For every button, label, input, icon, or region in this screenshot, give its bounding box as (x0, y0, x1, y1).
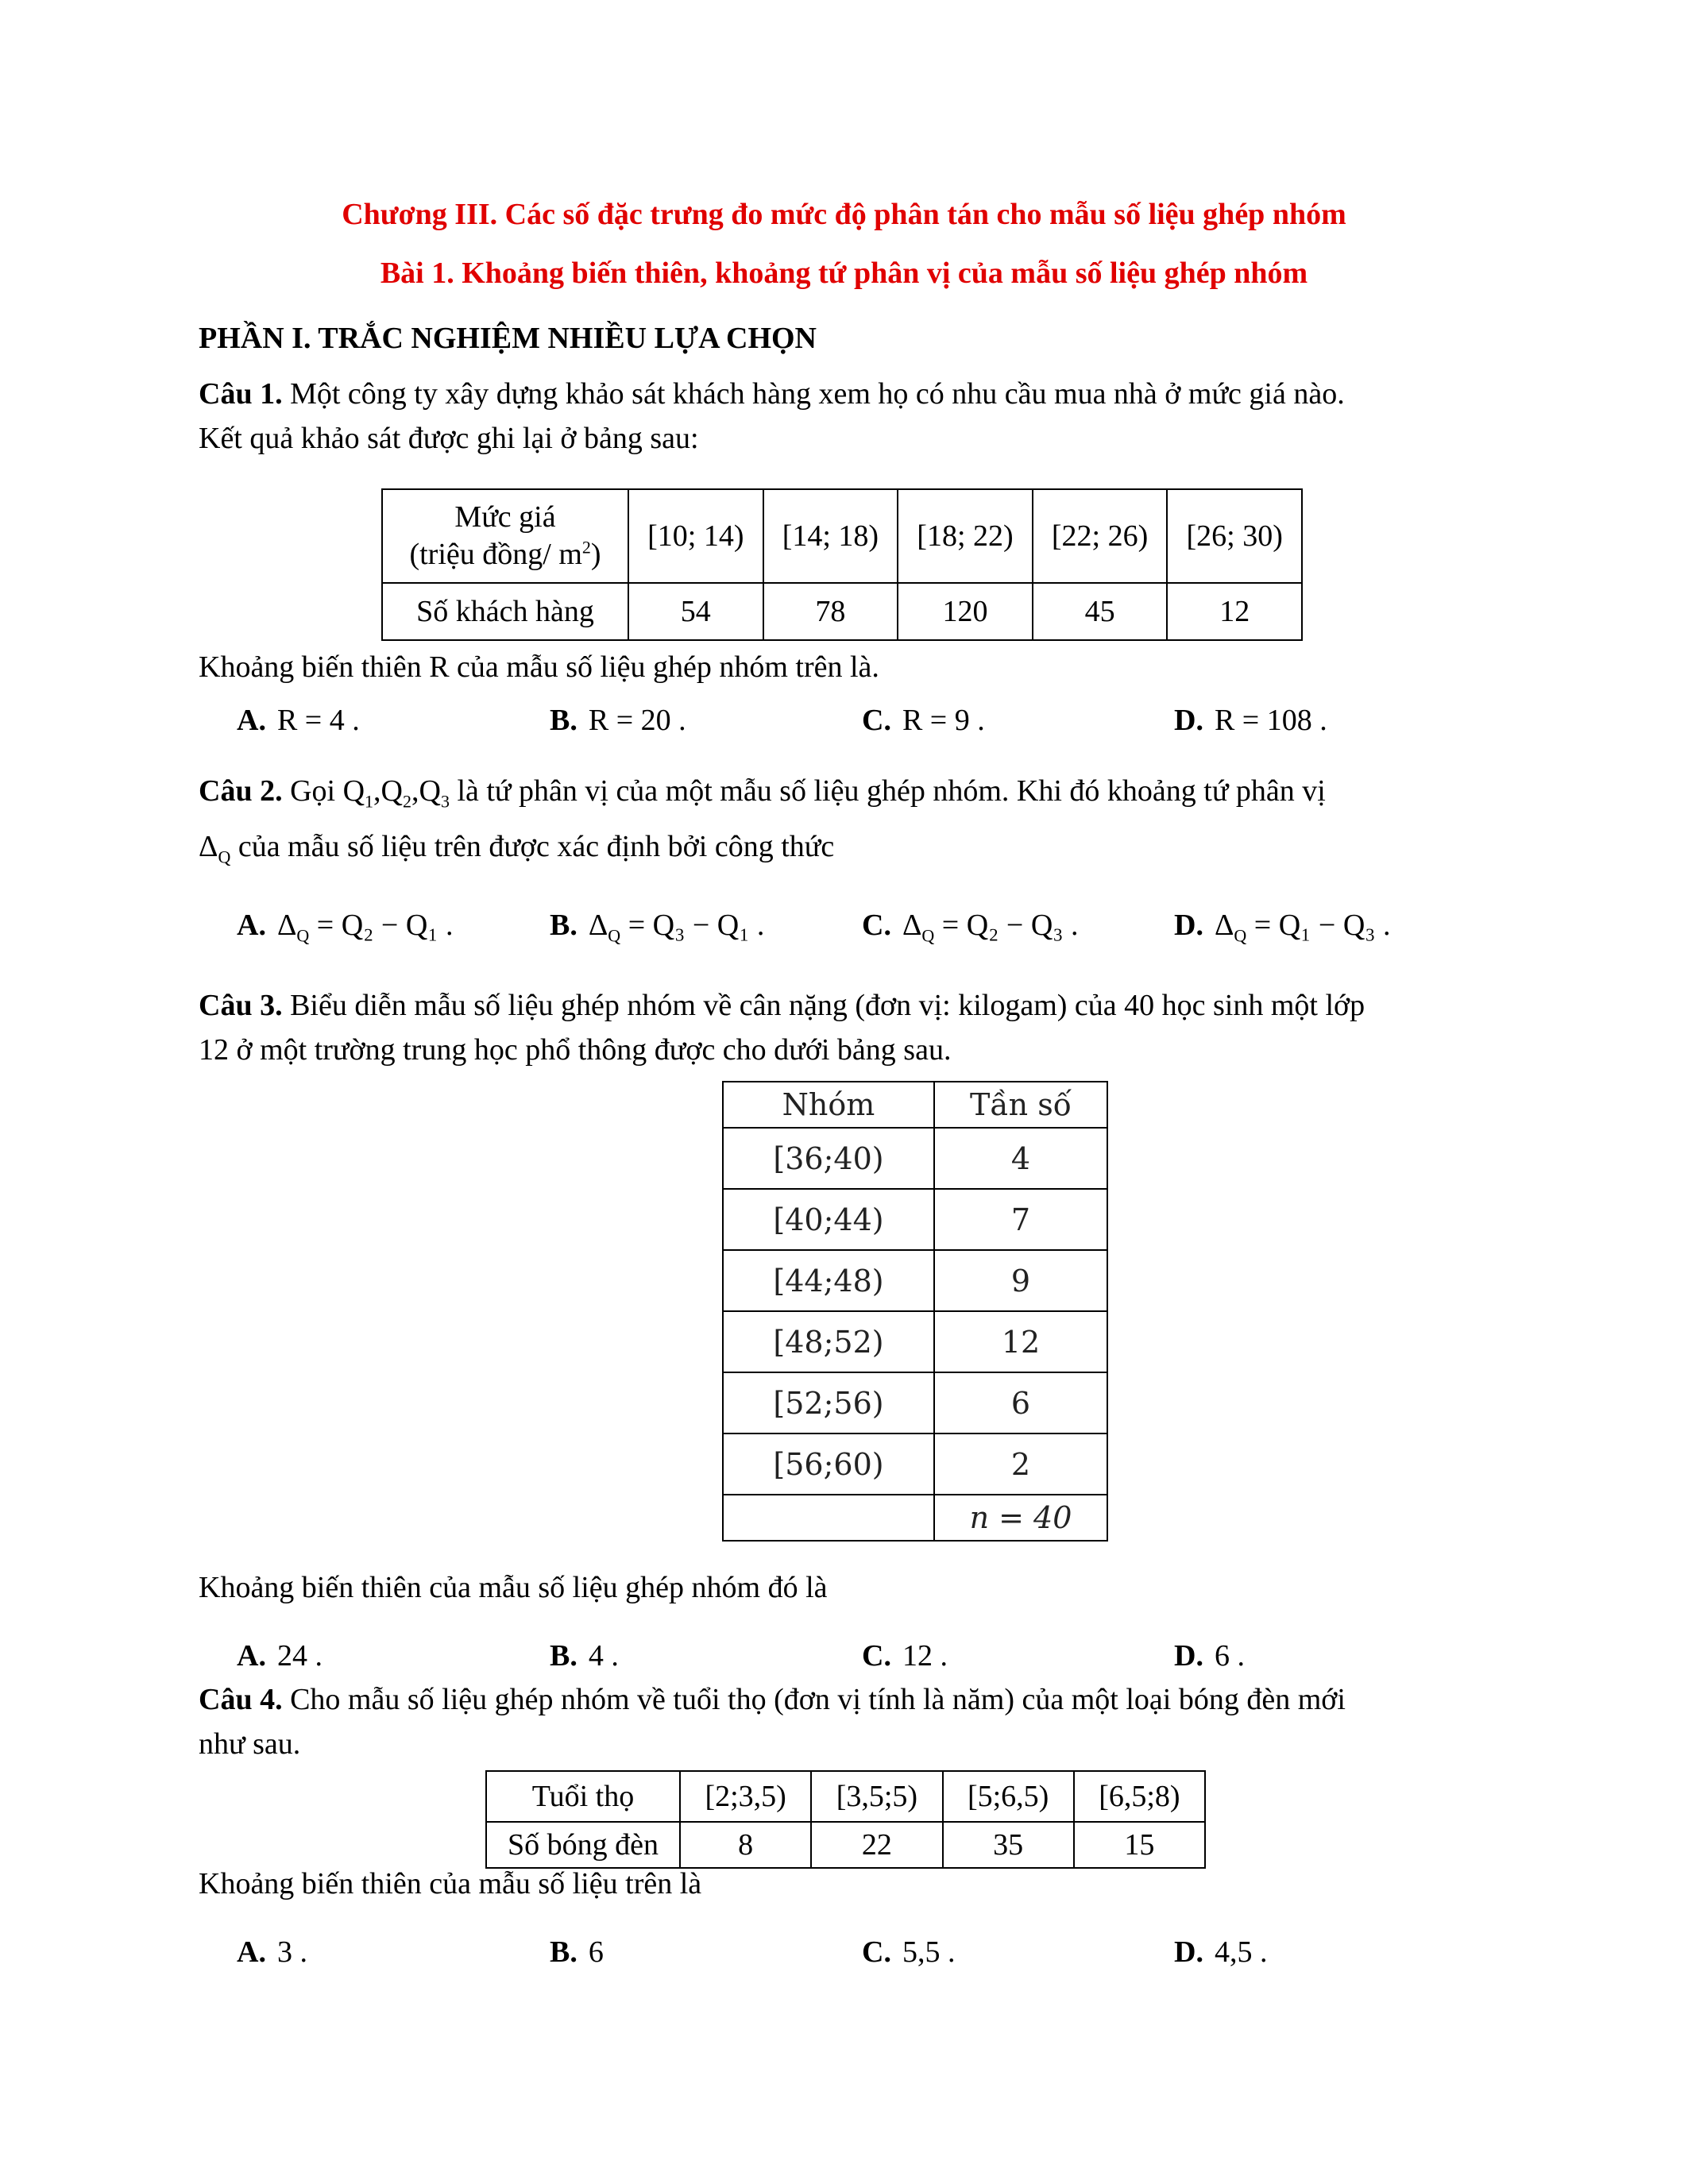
q3-question: Khoảng biến thiên của mẫu số liệu ghép nhóm đó là (199, 1571, 828, 1604)
q4-label: Câu 4. (199, 1683, 283, 1716)
q1-option-a[interactable] (237, 703, 360, 738)
q2-option-c[interactable] (862, 908, 1079, 947)
option-text: 6 (588, 1935, 604, 1969)
q1-line2: Kết quả khảo sát được ghi lại ở bảng sau: (199, 422, 699, 455)
q4-row-label: Tuổi thọ (486, 1771, 680, 1822)
q3-group: [52;56) (723, 1372, 934, 1433)
option-text: 3 . (276, 1935, 307, 1969)
q4-line1 (199, 1682, 1346, 1719)
q4-interval: [2;3,5) (680, 1771, 811, 1822)
q3-option-d[interactable] (1174, 1638, 1245, 1673)
q1-option-d[interactable] (1174, 703, 1327, 738)
q1-head-close: ) (590, 538, 601, 571)
option-text: 5,5 . (902, 1935, 956, 1969)
option-text: 4,5 . (1214, 1935, 1268, 1969)
q1-label: Câu 1. (199, 377, 283, 411)
delta-q: $\Delta_Q$ = (902, 909, 967, 946)
q1-head-sup: 2 (581, 537, 591, 558)
chapter-title: Chương III. Các số đặc trưng đo mức độ phân tán cho mẫu số liệu ghép nhóm (342, 198, 1346, 231)
q1-head-line1: Mức giá (454, 500, 556, 534)
q2-text2: của mẫu số liệu trên được xác định bởi công thức (230, 830, 835, 863)
q4-option-c[interactable] (862, 1935, 955, 1970)
q3-group: [36;40) (723, 1128, 934, 1189)
q4-line2: như sau. (199, 1727, 301, 1761)
q1-count: 78 (763, 583, 898, 640)
q1-row-label: Số khách hàng (382, 583, 628, 640)
option-text: Q₁ − Q₃ . (1278, 909, 1391, 942)
q3-freq: 9 (934, 1250, 1107, 1311)
q1-count: 45 (1033, 583, 1168, 640)
q4-interval: [6,5;8) (1074, 1771, 1205, 1822)
delta-q: $\Delta_Q$ = (1214, 909, 1279, 946)
q4-row-label: Số bóng đèn (486, 1822, 680, 1868)
option-text: 12 . (902, 1639, 948, 1673)
option-label: A. (237, 909, 266, 942)
section-title: PHẦN I. TRẮC NGHIỆM NHIỀU LỰA CHỌN (199, 322, 817, 355)
option-text: R = 108 . (1214, 704, 1327, 737)
q1-count: 54 (628, 583, 763, 640)
option-label: C. (862, 1639, 891, 1673)
q4-count: 15 (1074, 1822, 1205, 1868)
option-text: R = 4 . (276, 704, 360, 737)
option-label: C. (862, 909, 891, 942)
q4-option-d[interactable] (1174, 1935, 1267, 1970)
q1-interval: [18; 22) (898, 489, 1033, 583)
q2-line2 (199, 829, 834, 868)
q4-interval: [5;6,5) (943, 1771, 1074, 1822)
q4-count: 8 (680, 1822, 811, 1868)
q3-freq: 2 (934, 1433, 1107, 1495)
delta-q: $\Delta_Q$ = (588, 909, 653, 946)
q2-option-a[interactable] (237, 908, 454, 947)
q1-head-cell (382, 489, 628, 583)
option-text: 24 . (276, 1639, 323, 1673)
q2-label: Câu 2. (199, 774, 283, 808)
q3-group: [40;44) (723, 1189, 934, 1250)
option-label: B. (550, 1935, 577, 1969)
option-label: B. (550, 704, 577, 737)
q3-freq: 6 (934, 1372, 1107, 1433)
option-label: B. (550, 909, 577, 942)
q1-line1 (199, 376, 1345, 413)
q3-text1: Biểu diễn mẫu số liệu ghép nhóm về cân nặng (đơn vị: kilogam) của 40 học sinh một lớp (282, 989, 1365, 1022)
q4-text1: Cho mẫu số liệu ghép nhóm về tuổi thọ (đơn vị tính là năm) của một loại bóng đèn mới (282, 1683, 1346, 1716)
q1-option-c[interactable] (862, 703, 985, 738)
q2-option-b[interactable] (550, 908, 764, 947)
option-text: 6 . (1214, 1639, 1245, 1673)
q4-table (485, 1770, 1206, 1869)
q1-interval: [14; 18) (763, 489, 898, 583)
q3-option-a[interactable] (237, 1638, 323, 1673)
q3-group: [48;52) (723, 1311, 934, 1372)
q3-total: n = 40 (934, 1495, 1107, 1541)
q3-col-header: Nhóm (723, 1082, 934, 1128)
q3-freq: 4 (934, 1128, 1107, 1189)
q1-count: 12 (1167, 583, 1302, 640)
option-text: Q₃ − Q₁ . (652, 909, 765, 942)
q4-interval: [3,5;5) (811, 1771, 942, 1822)
q4-question: Khoảng biến thiên của mẫu số liệu trên là (199, 1867, 702, 1900)
option-text: R = 20 . (588, 704, 686, 737)
q3-empty-cell (723, 1495, 934, 1541)
q4-count: 35 (943, 1822, 1074, 1868)
q3-group: [44;48) (723, 1250, 934, 1311)
q1-interval: [10; 14) (628, 489, 763, 583)
option-label: D. (1174, 1935, 1203, 1969)
q2-text1-pre: Gọi (282, 774, 343, 808)
q1-interval: [26; 30) (1167, 489, 1302, 583)
option-label: C. (862, 704, 891, 737)
q3-group: [56;60) (723, 1433, 934, 1495)
q3-option-c[interactable] (862, 1638, 948, 1673)
q3-label: Câu 3. (199, 989, 283, 1022)
option-text: R = 9 . (902, 704, 985, 737)
q2-option-d[interactable] (1174, 908, 1391, 947)
option-label: D. (1174, 704, 1203, 737)
q3-table (722, 1081, 1108, 1542)
q3-freq: 7 (934, 1189, 1107, 1250)
delta-q: $\Delta_Q$ = (276, 909, 342, 946)
q1-head-line2: (triệu đồng/ m (409, 538, 582, 571)
q3-option-b[interactable] (550, 1638, 619, 1673)
option-text: Q₂ − Q₃ . (966, 909, 1079, 942)
option-label: A. (237, 1639, 266, 1673)
option-label: D. (1174, 909, 1203, 942)
q2-line1 (199, 774, 1326, 812)
option-label: C. (862, 1935, 891, 1969)
option-label: A. (237, 704, 266, 737)
q1-option-b[interactable] (550, 703, 686, 738)
q1-count: 120 (898, 583, 1033, 640)
q1-text1: Một công ty xây dựng khảo sát khách hàng xem họ có nhu cầu mua nhà ở mức giá nào. (282, 377, 1345, 411)
option-text: Q₂ − Q₁ . (341, 909, 454, 942)
q1-question: Khoảng biến thiên R của mẫu số liệu ghép nhóm trên là. (199, 650, 879, 684)
option-label: B. (550, 1639, 577, 1673)
q3-line2: 12 ở một trường trung học phổ thông được cho dưới bảng sau. (199, 1033, 952, 1067)
q4-option-b[interactable] (550, 1935, 604, 1970)
q2-text1-post: là tứ phân vị của một mẫu số liệu ghép nhóm. Khi đó khoảng tứ phân vị (449, 774, 1326, 808)
q3-freq: 12 (934, 1311, 1107, 1372)
option-text: 4 . (588, 1639, 619, 1673)
q4-option-a[interactable] (237, 1935, 307, 1970)
q1-table (381, 488, 1303, 641)
q1-interval: [22; 26) (1033, 489, 1168, 583)
lesson-title: Bài 1. Khoảng biến thiên, khoảng tứ phân vị của mẫu số liệu ghép nhóm (380, 257, 1308, 290)
q2-quartiles: $Q_1,Q_2,Q_3$ (342, 774, 450, 812)
q4-count: 22 (811, 1822, 942, 1868)
option-label: D. (1174, 1639, 1203, 1673)
q3-col-header: Tần số (934, 1082, 1107, 1128)
option-label: A. (237, 1935, 266, 1969)
delta-q-symbol: $\Delta_Q$ (199, 830, 231, 867)
q3-line1 (199, 988, 1365, 1024)
